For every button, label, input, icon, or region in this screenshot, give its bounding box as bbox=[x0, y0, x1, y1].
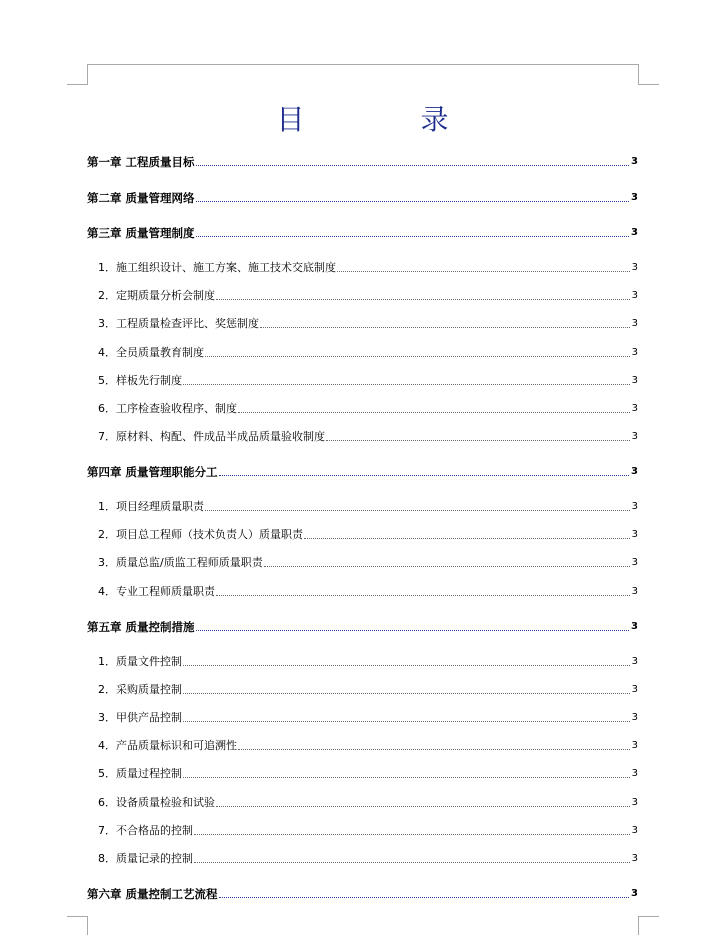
toc-entry-label: 第三章 质量管理制度 bbox=[87, 226, 195, 240]
toc-chapter-entry[interactable] bbox=[87, 463, 638, 479]
toc-page-number: 3 bbox=[631, 431, 638, 442]
toc-chapter-entry[interactable] bbox=[87, 618, 638, 634]
toc-page-number: 3 bbox=[631, 403, 638, 414]
toc-entry-label: 第六章 质量控制工艺流程 bbox=[87, 887, 218, 901]
crop-mark-top-left bbox=[67, 64, 88, 85]
toc-page-number: 3 bbox=[631, 156, 638, 167]
toc-dot-leader bbox=[337, 271, 630, 272]
toc-dot-leader bbox=[216, 595, 630, 596]
toc-dot-leader bbox=[196, 201, 630, 202]
toc-page-number: 3 bbox=[631, 656, 638, 667]
toc-chapter-entry[interactable] bbox=[87, 885, 638, 901]
toc-chapter-entry[interactable] bbox=[87, 153, 638, 169]
toc-section-entry[interactable] bbox=[87, 554, 638, 570]
toc-section-entry[interactable] bbox=[87, 765, 638, 781]
toc-page-number: 3 bbox=[631, 712, 638, 723]
toc-entry-label: 4．专业工程师质量职责 bbox=[98, 585, 215, 598]
toc-page-number: 3 bbox=[631, 888, 638, 899]
toc-section-entry[interactable] bbox=[87, 850, 638, 866]
toc-section-entry[interactable] bbox=[87, 287, 638, 303]
toc-entry-label: 6．工序检查验收程序、制度 bbox=[98, 402, 237, 415]
toc-section-entry[interactable] bbox=[87, 372, 638, 388]
toc-page-number: 3 bbox=[631, 740, 638, 751]
toc-page-number: 3 bbox=[631, 262, 638, 273]
toc-dot-leader bbox=[219, 897, 630, 898]
toc-chapter-entry[interactable] bbox=[87, 224, 638, 240]
toc-page-number: 3 bbox=[631, 501, 638, 512]
toc-entry-label: 7．不合格品的控制 bbox=[98, 824, 193, 837]
toc-dot-leader bbox=[183, 777, 630, 778]
toc-section-entry[interactable] bbox=[87, 583, 638, 599]
toc-page-number: 3 bbox=[631, 529, 638, 540]
toc-section-entry[interactable] bbox=[87, 526, 638, 542]
toc-page-number: 3 bbox=[631, 684, 638, 695]
toc-entry-label: 6．设备质量检验和试验 bbox=[98, 796, 215, 809]
toc-page-number: 3 bbox=[631, 318, 638, 329]
toc-chapter-entry[interactable] bbox=[87, 189, 638, 205]
toc-section-entry[interactable] bbox=[87, 428, 638, 444]
toc-entry-label: 1．项目经理质量职责 bbox=[98, 500, 204, 513]
toc-entry-label: 5．质量过程控制 bbox=[98, 767, 182, 780]
toc-dot-leader bbox=[183, 384, 630, 385]
crop-mark-bottom-right bbox=[638, 916, 659, 935]
toc-dot-leader bbox=[196, 630, 630, 631]
toc-page-number: 3 bbox=[631, 768, 638, 779]
toc-entry-label: 2．项目总工程师（技术负责人）质量职责 bbox=[98, 528, 303, 541]
toc-dot-leader bbox=[216, 299, 630, 300]
toc-section-entry[interactable] bbox=[87, 709, 638, 725]
toc-section-entry[interactable] bbox=[87, 400, 638, 416]
toc-page-number: 3 bbox=[631, 227, 638, 238]
toc-entry-label: 1．质量文件控制 bbox=[98, 655, 182, 668]
toc-entry-label: 第四章 质量管理职能分工 bbox=[87, 465, 218, 479]
toc-dot-leader bbox=[238, 412, 630, 413]
toc-entry-label: 2．定期质量分析会制度 bbox=[98, 289, 215, 302]
toc-entry-label: 3．工程质量检查评比、奖惩制度 bbox=[98, 317, 259, 330]
toc-dot-leader bbox=[304, 538, 630, 539]
toc-section-entry[interactable] bbox=[87, 653, 638, 669]
toc-section-entry[interactable] bbox=[87, 794, 638, 810]
toc-entry-label: 3．质量总监/质监工程师质量职责 bbox=[98, 556, 263, 569]
header-rule bbox=[87, 64, 638, 65]
toc-page-number: 3 bbox=[631, 621, 638, 632]
toc-dot-leader bbox=[238, 749, 630, 750]
toc-page-number: 3 bbox=[631, 375, 638, 386]
toc-entry-label: 第二章 质量管理网络 bbox=[87, 191, 195, 205]
toc-entry-label: 第一章 工程质量目标 bbox=[87, 155, 195, 169]
toc-page-number: 3 bbox=[631, 825, 638, 836]
toc-dot-leader bbox=[216, 806, 630, 807]
toc-dot-leader bbox=[183, 665, 630, 666]
crop-mark-bottom-left bbox=[67, 916, 88, 935]
toc-page-number: 3 bbox=[631, 797, 638, 808]
toc-dot-leader bbox=[183, 693, 630, 694]
toc-entry-label: 8．质量记录的控制 bbox=[98, 852, 193, 865]
toc-dot-leader bbox=[196, 236, 630, 237]
toc-dot-leader bbox=[326, 440, 630, 441]
toc-page-number: 3 bbox=[631, 853, 638, 864]
toc-dot-leader bbox=[183, 721, 630, 722]
toc-entry-label: 2．采购质量控制 bbox=[98, 683, 182, 696]
toc-section-entry[interactable] bbox=[87, 344, 638, 360]
toc-dot-leader bbox=[194, 862, 630, 863]
toc-section-entry[interactable] bbox=[87, 498, 638, 514]
toc-page-number: 3 bbox=[631, 557, 638, 568]
toc-entry-label: 4．产品质量标识和可追溯性 bbox=[98, 739, 237, 752]
toc-entry-label: 7．原材料、构配、件成品半成品质量验收制度 bbox=[98, 430, 325, 443]
toc-section-entry[interactable] bbox=[87, 681, 638, 697]
toc-dot-leader bbox=[205, 356, 630, 357]
toc-page-number: 3 bbox=[631, 586, 638, 597]
toc-dot-leader bbox=[264, 566, 630, 567]
toc-dot-leader bbox=[194, 834, 630, 835]
toc-title: 目 录 bbox=[276, 103, 493, 136]
toc-dot-leader bbox=[196, 165, 630, 166]
toc-page-number: 3 bbox=[631, 192, 638, 203]
toc-dot-leader bbox=[219, 475, 630, 476]
toc-entry-label: 4．全员质量教育制度 bbox=[98, 346, 204, 359]
toc-section-entry[interactable] bbox=[87, 315, 638, 331]
toc-dot-leader bbox=[205, 510, 630, 511]
toc-section-entry[interactable] bbox=[87, 822, 638, 838]
crop-mark-top-right bbox=[638, 64, 659, 85]
toc-entry-label: 3．甲供产品控制 bbox=[98, 711, 182, 724]
toc-page-number: 3 bbox=[631, 347, 638, 358]
toc-page-number: 3 bbox=[631, 466, 638, 477]
toc-section-entry[interactable] bbox=[87, 737, 638, 753]
toc-entry-label: 第五章 质量控制措施 bbox=[87, 620, 195, 634]
toc-page-number: 3 bbox=[631, 290, 638, 301]
toc-dot-leader bbox=[260, 327, 630, 328]
toc-entry-label: 1．施工组织设计、施工方案、施工技术交底制度 bbox=[98, 261, 336, 274]
toc-section-entry[interactable] bbox=[87, 259, 638, 275]
toc-entry-label: 5．样板先行制度 bbox=[98, 374, 182, 387]
